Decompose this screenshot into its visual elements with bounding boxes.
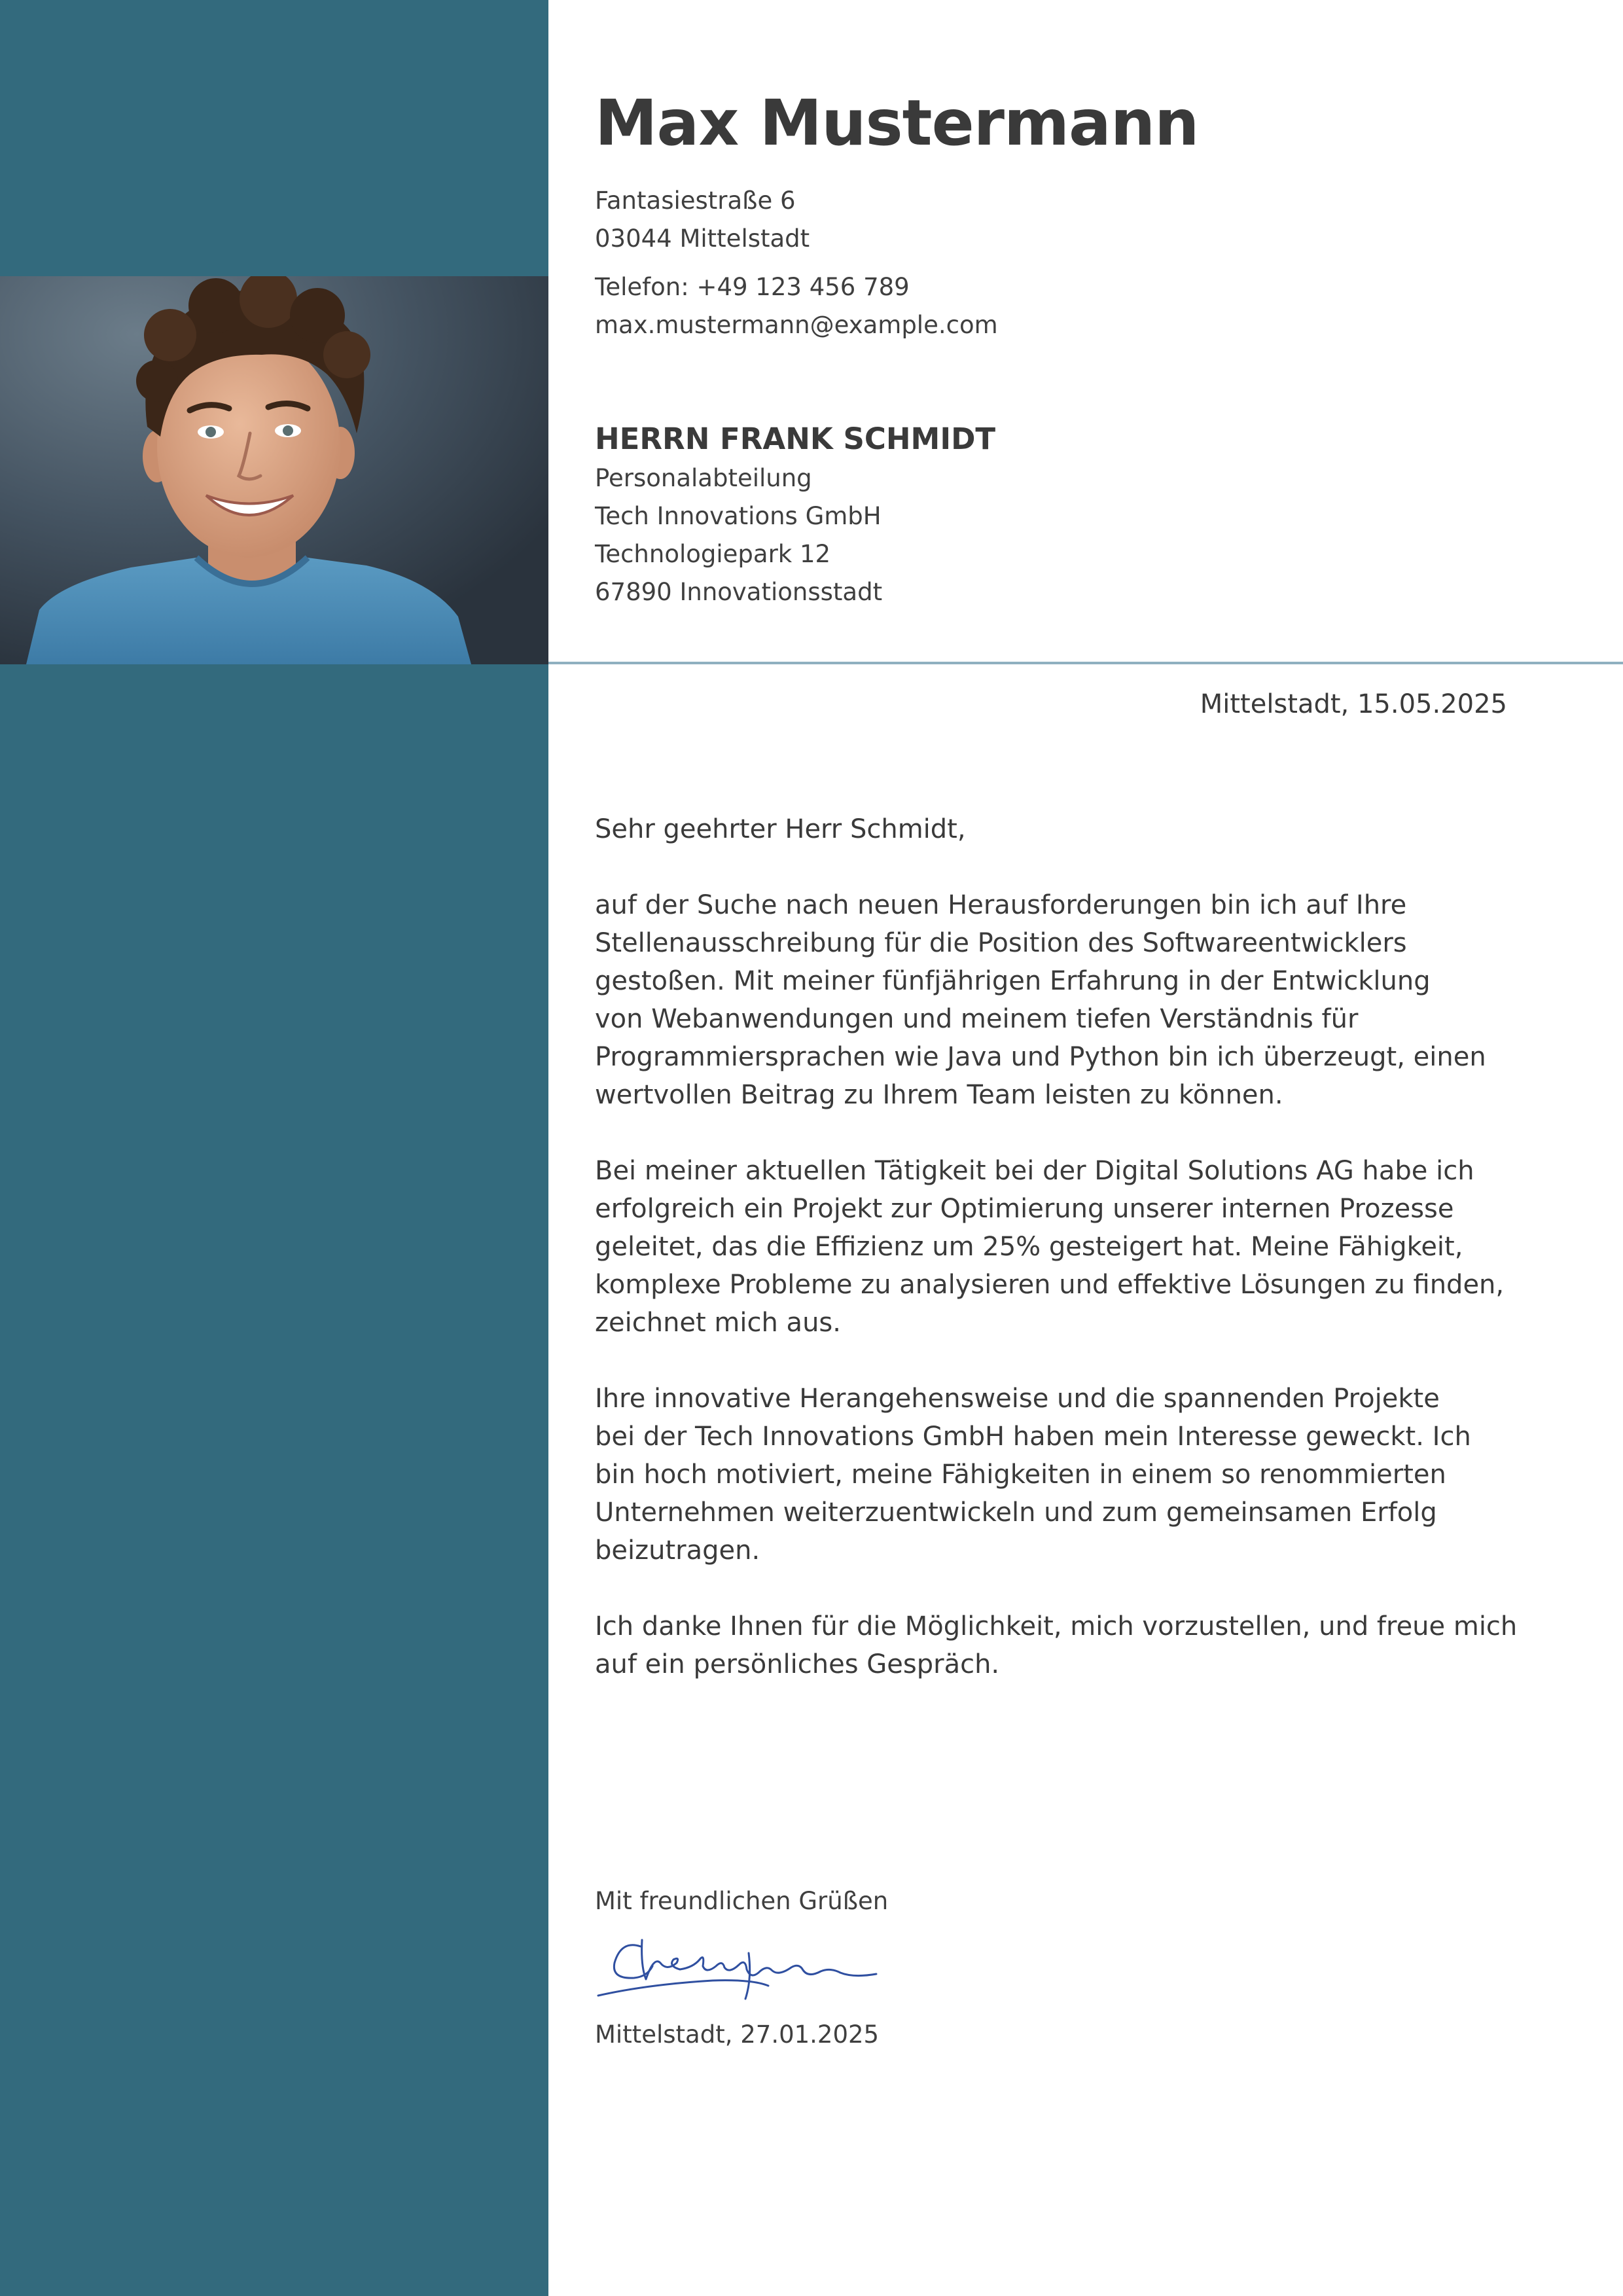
paragraph-line: Ihre innovative Herangehensweise und die spannenden Projekte <box>595 1384 1440 1414</box>
paragraph-line: erfolgreich ein Projekt zur Optimierung unserer internen Prozesse <box>595 1194 1454 1224</box>
paragraph-line: Bei meiner aktuellen Tätigkeit bei der Digital Solutions AG habe ich <box>595 1156 1474 1186</box>
letter-body <box>595 810 1524 1721</box>
sender-phone: Telefon: +49 123 456 789 <box>595 273 910 301</box>
paragraph-line: Unternehmen weiterzuentwickeln und zum gemeinsamen Erfolg <box>595 1498 1437 1528</box>
paragraph-line: Stellenausschreibung für die Position des Softwareentwicklers <box>595 928 1407 958</box>
paragraph-4 <box>595 1607 1524 1683</box>
recipient-city: 67890 Innovationsstadt <box>595 578 883 606</box>
paragraph-line: zeichnet mich aus. <box>595 1308 841 1338</box>
paragraph-line: bei der Tech Innovations GmbH haben mein Interesse geweckt. Ich <box>595 1422 1471 1452</box>
recipient-name: HERRN FRANK SCHMIDT <box>595 422 996 456</box>
applicant-photo <box>0 276 548 664</box>
salutation <box>595 810 1524 848</box>
sender-email: max.mustermann@example.com <box>595 311 998 339</box>
paragraph-line: wertvollen Beitrag zu Ihrem Team leisten zu können. <box>595 1080 1283 1110</box>
paragraph-2 <box>595 1152 1524 1342</box>
sender-city: 03044 Mittelstadt <box>595 224 810 253</box>
header-divider <box>548 662 1623 664</box>
paragraph-line: bin hoch motiviert, meine Fähigkeiten in einem so renommierten <box>595 1460 1446 1490</box>
signature-date: Mittelstadt, 27.01.2025 <box>595 2020 880 2049</box>
paragraph-line: auf der Suche nach neuen Herausforderungen bin ich auf Ihre <box>595 890 1407 920</box>
paragraph-line: auf ein persönliches Gespräch. <box>595 1649 1000 1679</box>
salutation-line: Sehr geehrter Herr Schmidt, <box>595 814 966 844</box>
paragraph-line: geleitet, das die Effizienz um 25% gesteigert hat. Meine Fähigkeit, <box>595 1232 1463 1262</box>
recipient-address <box>595 459 882 611</box>
spacer <box>595 258 998 268</box>
recipient-street: Technologiepark 12 <box>595 540 831 568</box>
paragraph-line: gestoßen. Mit meiner fünfjährigen Erfahrung in der Entwicklung <box>595 966 1431 996</box>
sender-name: Max Mustermann <box>595 86 1199 160</box>
paragraph-line: beizutragen. <box>595 1535 760 1566</box>
paragraph-line: komplexe Probleme zu analysieren und effektive Lösungen zu finden, <box>595 1270 1505 1300</box>
sender-address <box>595 182 998 344</box>
sender-street: Fantasiestraße 6 <box>595 187 796 215</box>
letter-date: Mittelstadt, 15.05.2025 <box>1200 689 1507 719</box>
handwritten-signature <box>595 1927 883 2012</box>
paragraph-line: von Webanwendungen und meinem tiefen Verständnis für <box>595 1004 1359 1034</box>
paragraph-line: Ich danke Ihnen für die Möglichkeit, mich vorzustellen, und freue mich <box>595 1611 1518 1641</box>
paragraph-line: Programmiersprachen wie Java und Python bin ich überzeugt, einen <box>595 1042 1486 1072</box>
recipient-company: Tech Innovations GmbH <box>595 502 882 530</box>
paragraph-3 <box>595 1380 1524 1570</box>
closing-phrase: Mit freundlichen Grüßen <box>595 1887 889 1915</box>
recipient-department: Personalabteilung <box>595 464 812 492</box>
paragraph-1 <box>595 886 1524 1114</box>
